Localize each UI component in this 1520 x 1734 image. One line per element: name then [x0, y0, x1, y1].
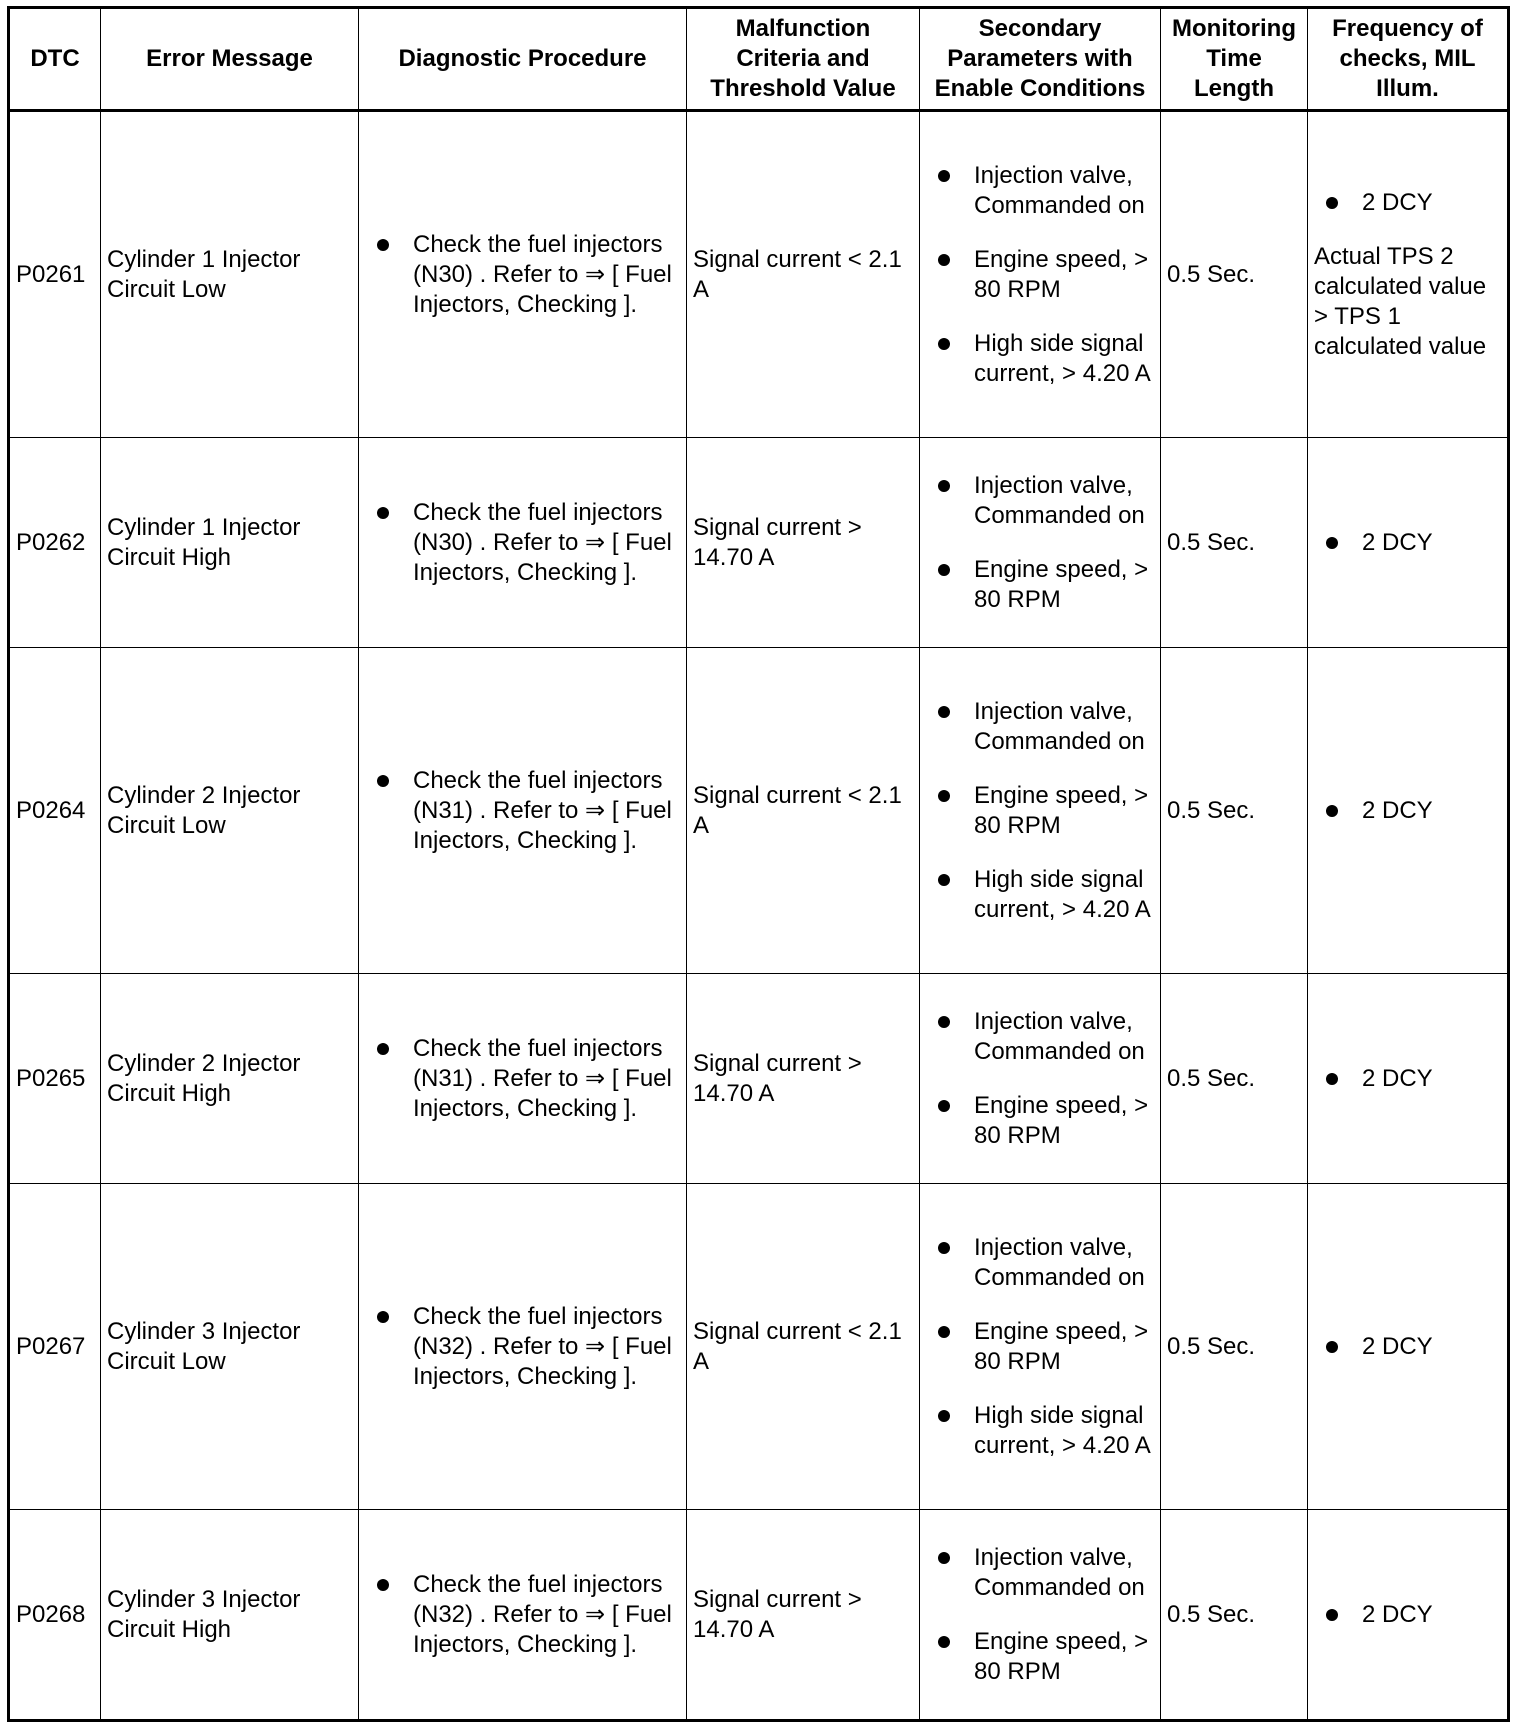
- diagnostic-procedure: [359, 974, 687, 1184]
- diagnostic-procedure: [359, 1184, 687, 1510]
- monitoring-time: 0.5 Sec.: [1161, 111, 1308, 438]
- secondary-parameter: Injection valve, Commanded on: [926, 697, 1154, 757]
- frequency: [1308, 438, 1509, 648]
- secondary-parameters: [920, 974, 1161, 1184]
- frequency-item: 2 DCY: [1314, 1064, 1501, 1094]
- diagnostic-procedure: [359, 438, 687, 648]
- monitoring-time: 0.5 Sec.: [1161, 1510, 1308, 1721]
- procedure-step: Check the fuel injectors (N30) . Refer to ⇒ [ Fuel Injectors, Checking ].: [365, 230, 680, 320]
- secondary-parameter: High side signal current, > 4.20 A: [926, 329, 1154, 389]
- secondary-parameter: Injection valve, Commanded on: [926, 1543, 1154, 1603]
- frequency-note: Actual TPS 2 calculated value > TPS 1 calculated value: [1314, 242, 1487, 360]
- diagnostic-procedure: [359, 1510, 687, 1721]
- monitoring-time: 0.5 Sec.: [1161, 1184, 1308, 1510]
- secondary-parameter: High side signal current, > 4.20 A: [926, 1401, 1154, 1461]
- dtc-code: P0264: [9, 648, 101, 974]
- procedure-step: Check the fuel injectors (N32) . Refer to ⇒ [ Fuel Injectors, Checking ].: [365, 1302, 680, 1392]
- header-dtc: DTC: [9, 8, 101, 111]
- header-frequency: Frequency of checks, MIL Illum.: [1308, 8, 1509, 111]
- table-row: [9, 438, 1509, 648]
- secondary-parameter: Engine speed, > 80 RPM: [926, 1627, 1154, 1687]
- frequency: [1308, 111, 1509, 438]
- header-secondary-parameters: Secondary Parameters with Enable Conditions: [920, 8, 1161, 111]
- secondary-parameters: [920, 111, 1161, 438]
- error-message: Cylinder 3 Injector Circuit High: [101, 1510, 359, 1721]
- error-message: Cylinder 3 Injector Circuit Low: [101, 1184, 359, 1510]
- header-malfunction-criteria: Malfunction Criteria and Threshold Value: [687, 8, 920, 111]
- header-error-message: Error Message: [101, 8, 359, 111]
- error-message: Cylinder 1 Injector Circuit High: [101, 438, 359, 648]
- frequency-item: 2 DCY: [1314, 796, 1501, 826]
- secondary-parameters: [920, 1184, 1161, 1510]
- procedure-step: Check the fuel injectors (N32) . Refer to ⇒ [ Fuel Injectors, Checking ].: [365, 1570, 680, 1660]
- procedure-step: Check the fuel injectors (N31) . Refer to ⇒ [ Fuel Injectors, Checking ].: [365, 766, 680, 856]
- diagnostic-procedure: [359, 111, 687, 438]
- frequency: [1308, 648, 1509, 974]
- secondary-parameter: Engine speed, > 80 RPM: [926, 245, 1154, 305]
- table-row: [9, 648, 1509, 974]
- table-row: [9, 1510, 1509, 1721]
- secondary-parameter: High side signal current, > 4.20 A: [926, 865, 1154, 925]
- malfunction-criteria: Signal current < 2.1 A: [687, 111, 920, 438]
- header-monitoring-time: Monitoring Time Length: [1161, 8, 1308, 111]
- frequency: [1308, 1184, 1509, 1510]
- header-diagnostic-procedure: Diagnostic Procedure: [359, 8, 687, 111]
- table-row: [9, 111, 1509, 438]
- frequency: [1308, 974, 1509, 1184]
- error-message: Cylinder 2 Injector Circuit Low: [101, 648, 359, 974]
- malfunction-criteria: Signal current > 14.70 A: [687, 438, 920, 648]
- secondary-parameter: Injection valve, Commanded on: [926, 471, 1154, 531]
- malfunction-criteria: Signal current < 2.1 A: [687, 648, 920, 974]
- dtc-code: P0267: [9, 1184, 101, 1510]
- frequency-item: 2 DCY: [1314, 528, 1501, 558]
- malfunction-criteria: Signal current > 14.70 A: [687, 1510, 920, 1721]
- header-row: [9, 8, 1509, 111]
- table-row: [9, 974, 1509, 1184]
- dtc-code: P0261: [9, 111, 101, 438]
- secondary-parameter: Injection valve, Commanded on: [926, 1233, 1154, 1293]
- dtc-code: P0262: [9, 438, 101, 648]
- dtc-code: P0265: [9, 974, 101, 1184]
- table-row: [9, 1184, 1509, 1510]
- error-message: Cylinder 1 Injector Circuit Low: [101, 111, 359, 438]
- secondary-parameter: Engine speed, > 80 RPM: [926, 781, 1154, 841]
- secondary-parameter: Engine speed, > 80 RPM: [926, 1317, 1154, 1377]
- frequency-item: 2 DCY: [1314, 1600, 1501, 1630]
- frequency-item: 2 DCY: [1314, 188, 1501, 218]
- dtc-table: [7, 6, 1510, 1722]
- malfunction-criteria: Signal current > 14.70 A: [687, 974, 920, 1184]
- secondary-parameter: Injection valve, Commanded on: [926, 1007, 1154, 1067]
- frequency-item: 2 DCY: [1314, 1332, 1501, 1362]
- secondary-parameters: [920, 1510, 1161, 1721]
- diagnostic-procedure: [359, 648, 687, 974]
- monitoring-time: 0.5 Sec.: [1161, 648, 1308, 974]
- error-message: Cylinder 2 Injector Circuit High: [101, 974, 359, 1184]
- monitoring-time: 0.5 Sec.: [1161, 974, 1308, 1184]
- monitoring-time: 0.5 Sec.: [1161, 438, 1308, 648]
- secondary-parameter: Engine speed, > 80 RPM: [926, 555, 1154, 615]
- secondary-parameter: Injection valve, Commanded on: [926, 161, 1154, 221]
- dtc-code: P0268: [9, 1510, 101, 1721]
- secondary-parameters: [920, 648, 1161, 974]
- frequency: [1308, 1510, 1509, 1721]
- procedure-step: Check the fuel injectors (N31) . Refer to ⇒ [ Fuel Injectors, Checking ].: [365, 1034, 680, 1124]
- secondary-parameter: Engine speed, > 80 RPM: [926, 1091, 1154, 1151]
- secondary-parameters: [920, 438, 1161, 648]
- malfunction-criteria: Signal current < 2.1 A: [687, 1184, 920, 1510]
- procedure-step: Check the fuel injectors (N30) . Refer to ⇒ [ Fuel Injectors, Checking ].: [365, 498, 680, 588]
